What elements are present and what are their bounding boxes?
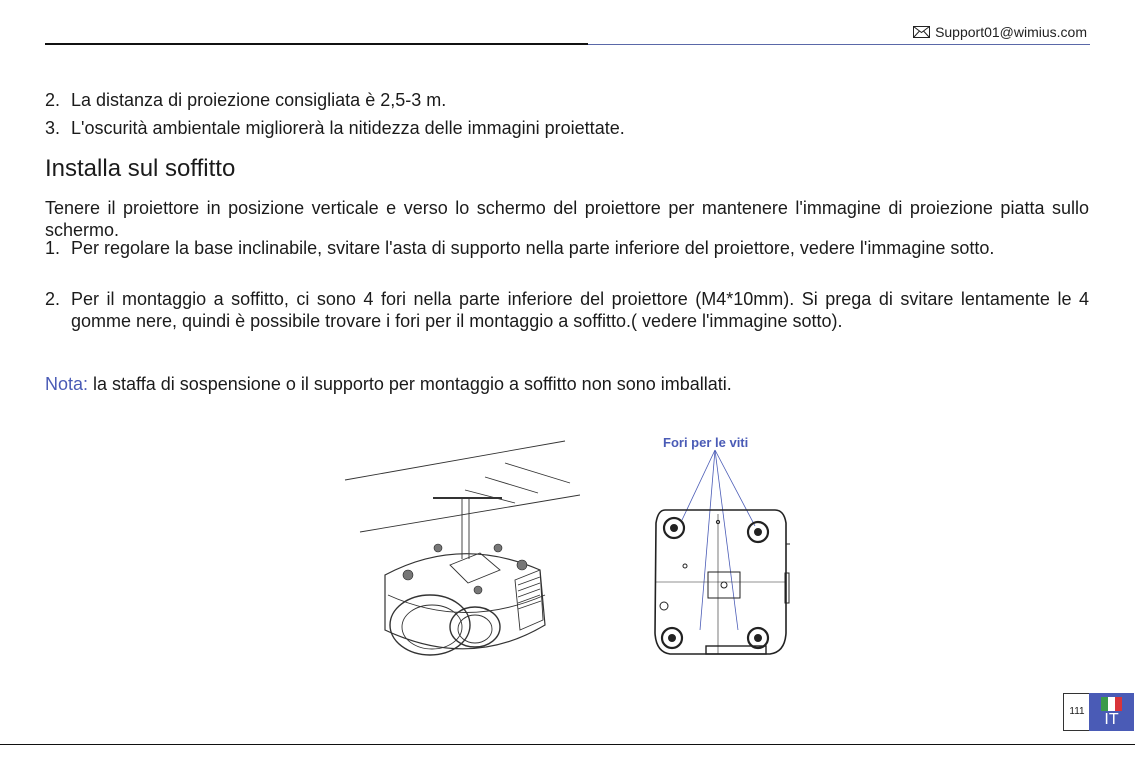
language-code: IT xyxy=(1104,711,1119,728)
list-item xyxy=(45,86,1090,114)
list-text: L'oscurità ambientale migliorerà la nitidezza delle immagini proiettate. xyxy=(71,118,625,138)
note-text: la staffa di sospensione o il supporto per montaggio a soffitto non sono imballati. xyxy=(88,374,732,394)
page-number: 111 xyxy=(1063,693,1091,731)
header-rule-accent xyxy=(588,44,1090,45)
list-item xyxy=(45,114,1090,142)
step-item xyxy=(45,289,1089,332)
note xyxy=(45,374,732,395)
step-number: 2. xyxy=(45,289,61,309)
bottom-view-illustration xyxy=(640,448,800,670)
list-number: 2. xyxy=(45,90,61,110)
step-item xyxy=(45,238,1089,260)
intro-list xyxy=(45,86,1090,142)
section-title: Installa sul soffitto xyxy=(45,155,236,182)
note-label: Nota: xyxy=(45,374,89,394)
header-rule-dark xyxy=(45,43,588,45)
screw-holes-label: Fori per le viti xyxy=(663,435,749,450)
list-number: 3. xyxy=(45,118,61,138)
intro-paragraph: Tenere il proiettore in posizione verticale e verso lo schermo del proiettore per mantenere l'immagine di proiezione piatta sullo schermo. xyxy=(45,198,1089,240)
italy-flag-icon xyxy=(1101,697,1122,711)
header-email[interactable] xyxy=(913,24,1087,40)
step-text: Per il montaggio a soffitto, ci sono 4 fori nella parte inferiore del proiettore (M4*10mm). Si prega di svitare lentamente le 4 gomme nere, quindi è possibile trovare i fori per il montaggio a soffitto.( vedere l'immagine sotto). xyxy=(71,289,1089,331)
step-number: 1. xyxy=(45,238,61,258)
email-text: Support01@wimius.com xyxy=(935,24,1087,40)
footer-rule xyxy=(0,744,1135,745)
ceiling-mount-illustration xyxy=(340,435,580,665)
list-text: La distanza di proiezione consigliata è 2,5-3 m. xyxy=(71,90,447,110)
language-badge xyxy=(1089,693,1134,731)
step-text: Per regolare la base inclinabile, svitare l'asta di supporto nella parte inferiore del proiettore, vedere l'immagine sotto. xyxy=(71,238,995,258)
envelope-icon xyxy=(913,26,930,38)
